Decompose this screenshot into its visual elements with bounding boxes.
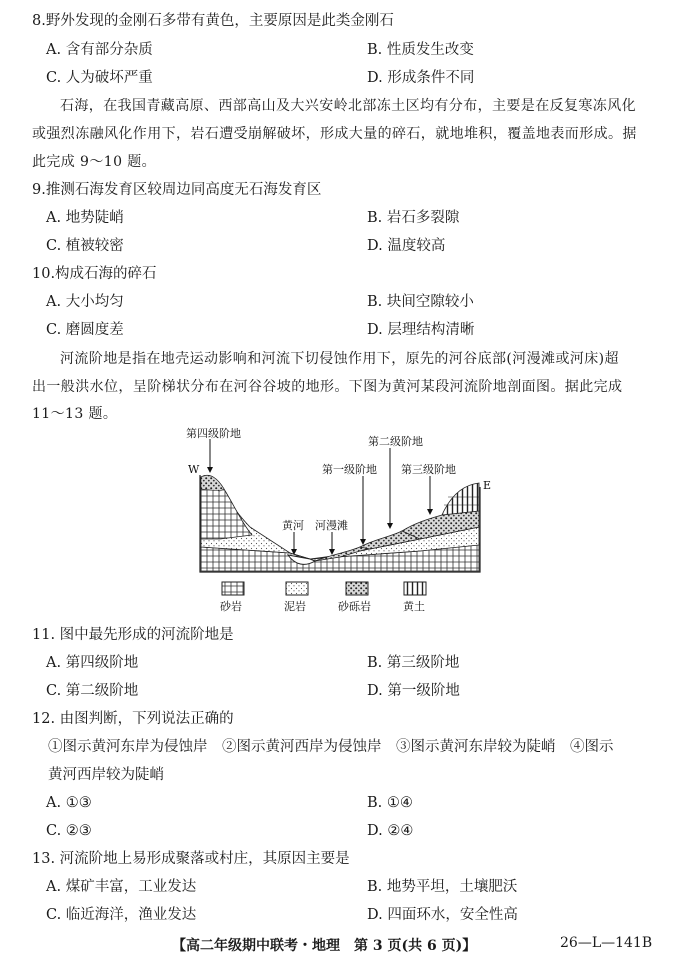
passage2-line2: 出一般洪水位，呈阶梯状分布在河谷谷坡的地形。下图为黄河某段河流阶地剖面图。据此完成 <box>32 379 623 395</box>
q12-option-b: B. ①④ <box>367 795 413 811</box>
label-terrace2: 第二级阶地 <box>368 435 423 448</box>
question-12-stem: 12. 由图判断，下列说法正确的 <box>32 711 234 727</box>
river-terrace-diagram <box>180 427 500 617</box>
question-11-stem: 11. 图中最先形成的河流阶地是 <box>32 627 234 643</box>
q11-option-d: D. 第一级阶地 <box>367 683 460 699</box>
q9-option-d: D. 温度较高 <box>367 238 446 254</box>
label-river: 黄河 <box>282 519 304 532</box>
q12-option-d: D. ②④ <box>367 823 414 839</box>
q8-option-b: B. 性质发生改变 <box>367 42 474 58</box>
passage2-line1: 河流阶地是指在地壳运动影响和河流下切侵蚀作用下，原先的河谷底部(河漫滩或河床)超 <box>60 351 619 367</box>
label-floodplain: 河漫滩 <box>315 519 348 532</box>
fourth-terrace-gravel <box>201 475 224 491</box>
q9-option-a: A. 地势陡峭 <box>46 210 124 226</box>
page-footer: 【高二年级期中联考・地理 第 3 页(共 6 页)】 <box>172 938 477 954</box>
legend-label-loess: 黄土 <box>403 600 425 613</box>
legend-label-gravel: 砂砾岩 <box>338 600 371 613</box>
q9-option-b: B. 岩石多裂隙 <box>367 210 460 226</box>
q13-option-a: A. 煤矿丰富，工业发达 <box>46 879 197 895</box>
q10-option-b: B. 块间空隙较小 <box>367 294 474 310</box>
q12-statements-line2: 黄河西岸较为陡峭 <box>48 767 164 783</box>
question-8-stem: 8.野外发现的金刚石多带有黄色，主要原因是此类金刚石 <box>32 13 394 29</box>
q11-option-c: C. 第二级阶地 <box>46 683 139 699</box>
question-10-stem: 10.构成石海的碎石 <box>32 266 157 282</box>
q10-option-a: A. 大小均匀 <box>46 294 124 310</box>
passage2-line3: 11～13 题。 <box>32 406 118 422</box>
q12-option-a: A. ①③ <box>46 795 92 811</box>
legend-label-sandstone: 砂岩 <box>220 600 242 613</box>
label-west: W <box>188 463 200 476</box>
passage1-line1: 石海，在我国青藏高原、西部高山及大兴安岭北部冻土区均有分布，主要是在反复寒冻风化 <box>60 98 636 114</box>
legend-swatch-loess <box>404 582 426 595</box>
q10-option-d: D. 层理结构清晰 <box>367 322 475 338</box>
page-code: 26—L—141B <box>560 935 653 951</box>
q13-option-d: D. 四面环水，安全性高 <box>367 907 518 923</box>
q8-option-c: C. 人为破坏严重 <box>46 70 153 86</box>
q10-option-c: C. 磨圆度差 <box>46 322 124 338</box>
q11-option-b: B. 第三级阶地 <box>367 655 460 671</box>
passage1-line2: 或强烈冻融风化作用下，岩石遭受崩解破坏，形成大量的碎石，就地堆积，覆盖地表而形成。据 <box>32 126 637 142</box>
legend-swatch-gravel <box>346 582 368 595</box>
question-9-stem: 9.推测石海发育区较周边同高度无石海发育区 <box>32 182 322 198</box>
q12-statements-line1: ①图示黄河东岸为侵蚀岸 ②图示黄河西岸为侵蚀岸 ③图示黄河东岸较为陡峭 ④图示 <box>48 739 614 755</box>
label-terrace1: 第一级阶地 <box>322 463 377 476</box>
q8-option-a: A. 含有部分杂质 <box>46 42 153 58</box>
label-terrace3: 第三级阶地 <box>401 463 456 476</box>
q13-option-c: C. 临近海洋，渔业发达 <box>46 907 197 923</box>
q13-option-b: B. 地势平坦，土壤肥沃 <box>367 879 518 895</box>
q11-option-a: A. 第四级阶地 <box>46 655 139 671</box>
label-east: E <box>483 479 492 492</box>
passage1-line3: 此完成 9～10 题。 <box>32 154 157 170</box>
label-terrace4: 第四级阶地 <box>186 427 241 440</box>
legend-label-mudstone: 泥岩 <box>284 600 306 613</box>
legend-swatch-sandstone <box>222 582 244 595</box>
q8-option-d: D. 形成条件不同 <box>367 70 475 86</box>
question-13-stem: 13. 河流阶地上易形成聚落或村庄，其原因主要是 <box>32 851 350 867</box>
east-loess <box>442 483 479 515</box>
legend-swatch-mudstone <box>286 582 308 595</box>
q9-option-c: C. 植被较密 <box>46 238 124 254</box>
q12-option-c: C. ②③ <box>46 823 92 839</box>
